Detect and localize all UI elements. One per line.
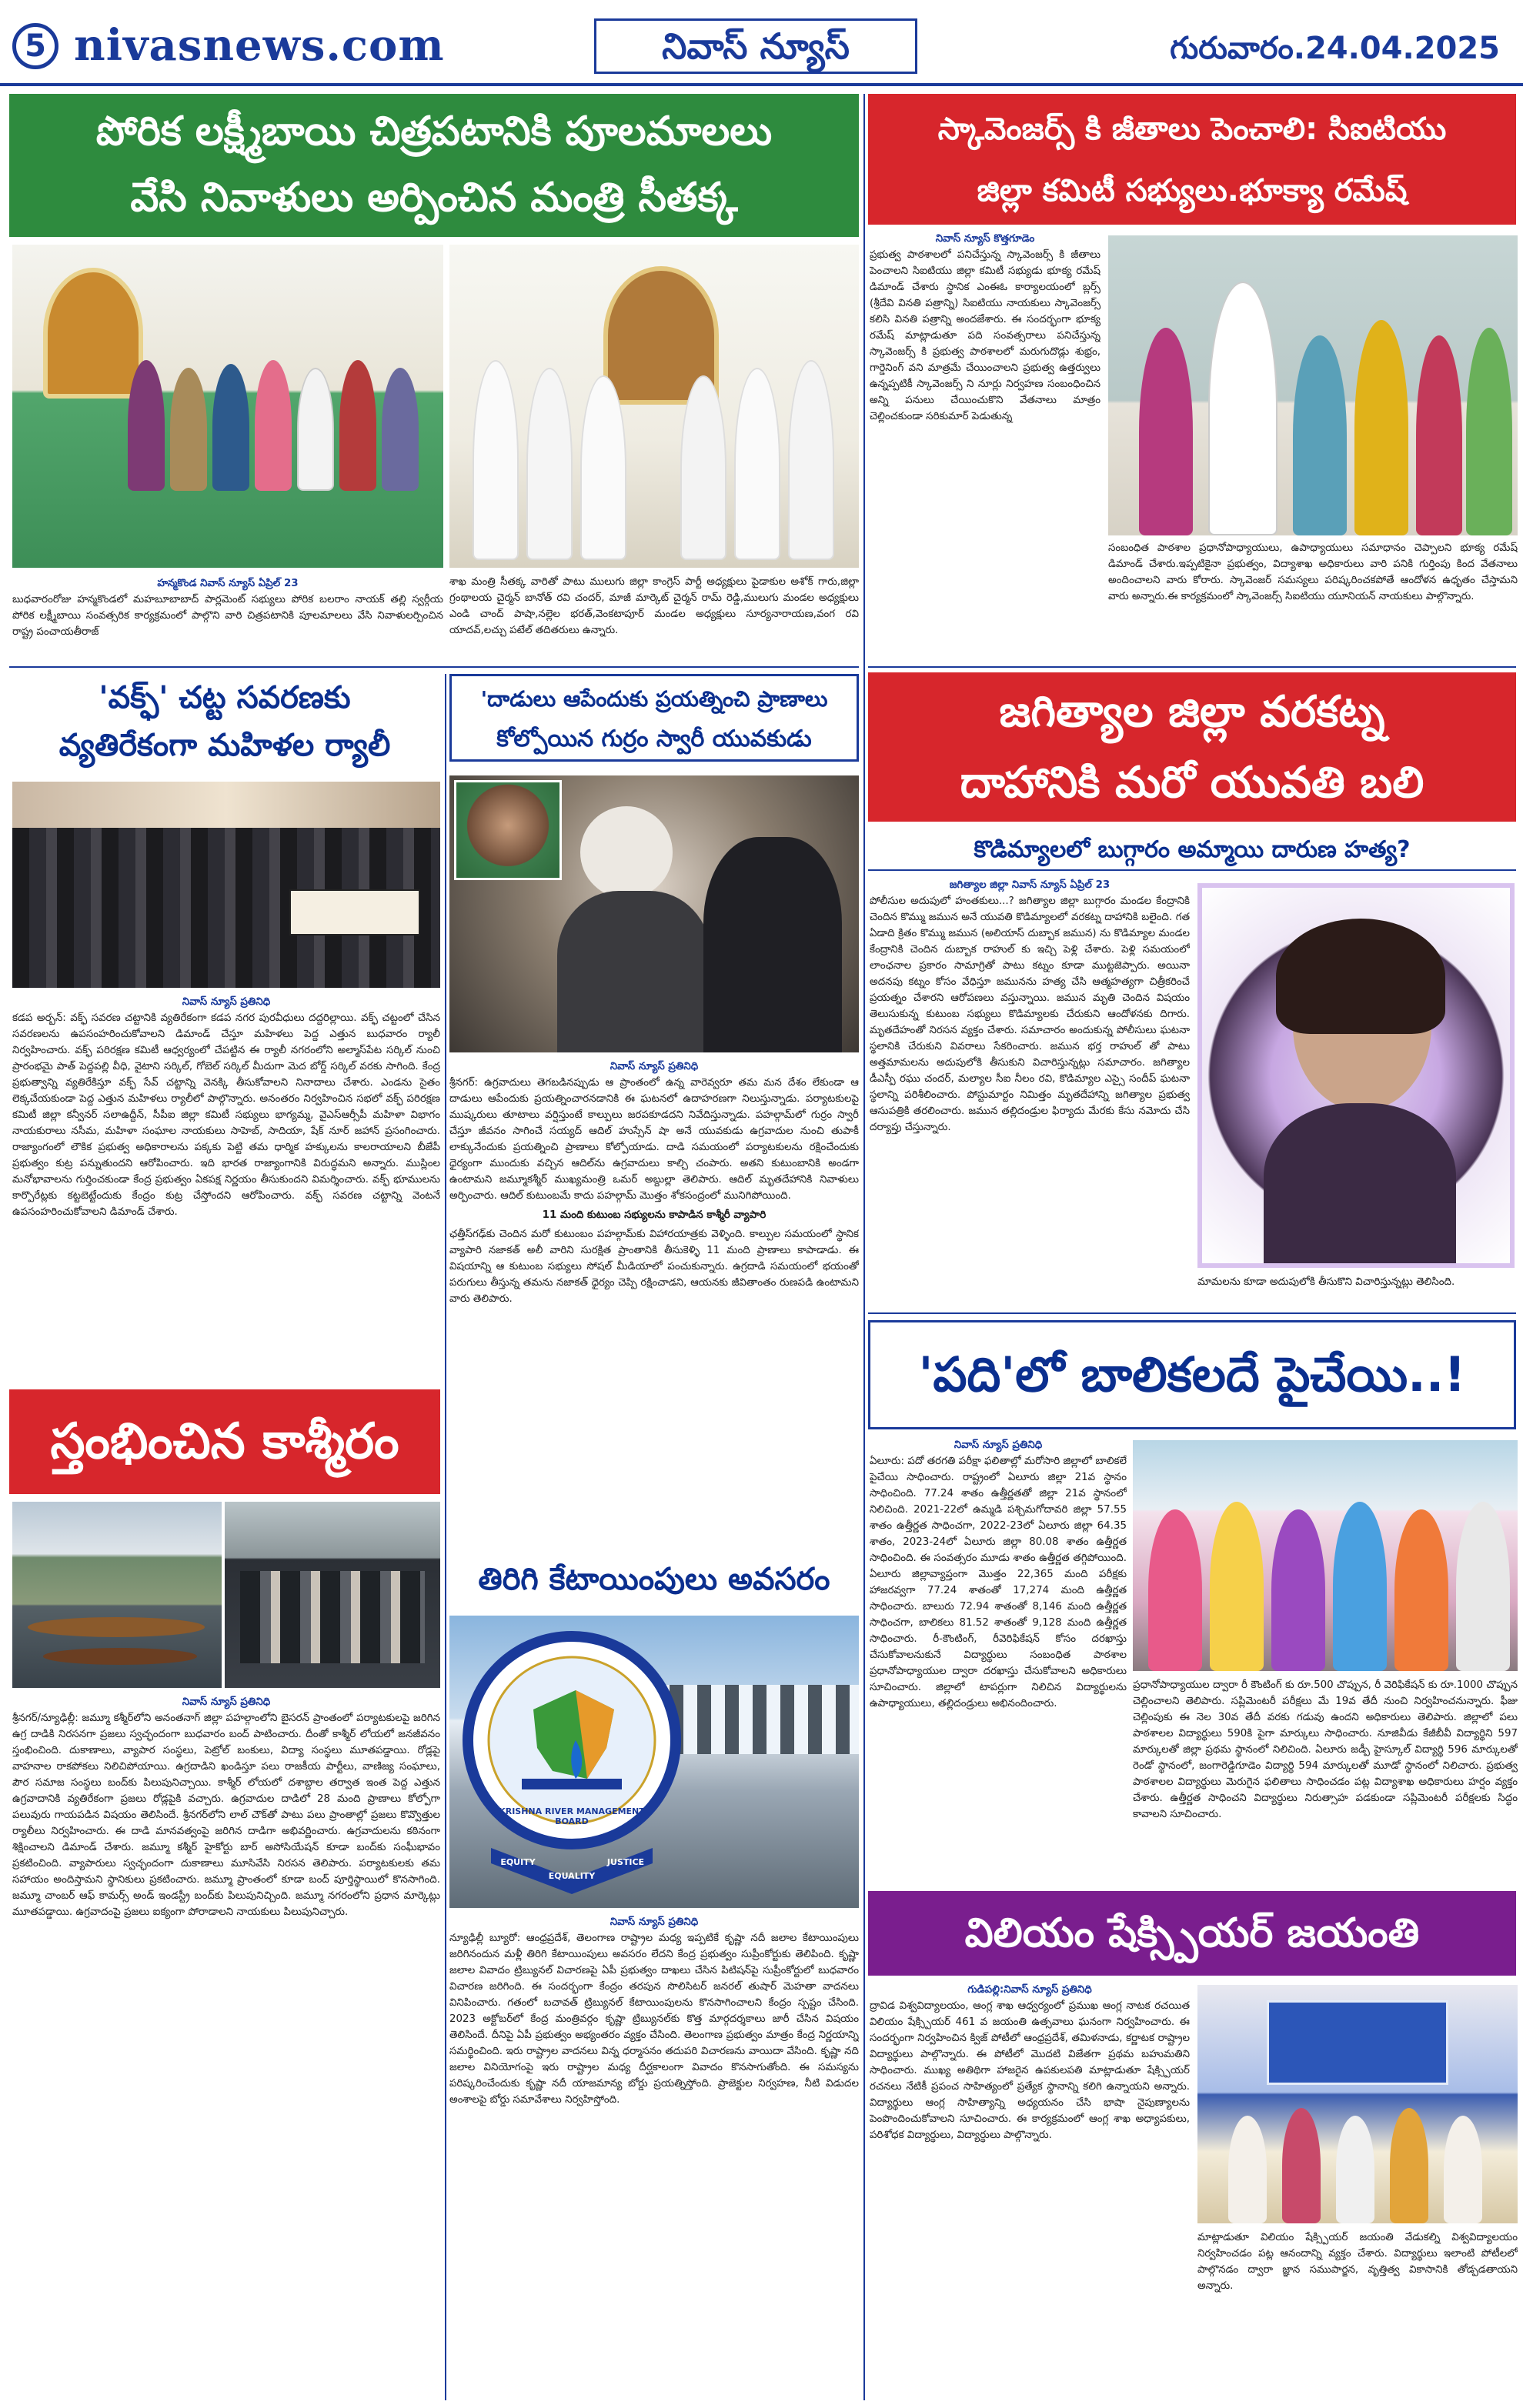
issue-date: గురువారం.24.04.2025	[1170, 31, 1500, 66]
pahalgam-headline-line1: 'దాడులు ఆపేందుకు ప్రయత్నించి ప్రాణాలు	[480, 686, 828, 712]
scavengers-body	[870, 231, 1101, 539]
site-name[interactable]: nivasnews.com	[74, 20, 445, 71]
tenth-byline: నివాస్ న్యూస్ ప్రతినిధి	[954, 1439, 1043, 1451]
section-divider-3	[9, 666, 859, 668]
kashmir-headline: స్తంభించిన కాశ్మీరం	[9, 1389, 440, 1494]
seethakka-body	[12, 575, 443, 660]
scavengers-headline-line2: జిల్లా కమిటీ సభ్యులు.భూక్యా రమేష్	[977, 173, 1408, 208]
pahalgam-headline-line2: కోల్పోయిన గుర్రం స్వారీ యువకుడు	[496, 725, 812, 752]
kashmir-byline: నివాస్ న్యూస్ ప్రతినిధి	[182, 1696, 271, 1708]
shakespeare-headline: విలియం షేక్స్పియర్ జయంతి	[868, 1891, 1516, 1976]
seethakka-headline-line1: పోరిక లక్ష్మీబాయి చిత్రపటానికి పూలమాలలు	[95, 108, 773, 155]
scavengers-photo	[1108, 235, 1518, 535]
jagtial-body	[870, 877, 1190, 1306]
pahalgam-text-2: ఛత్తీస్‌గఢ్‌కు చెందిన మరో కుటుంబం పహల్గామ్‌కు విహారయాత్రకు వెళ్ళింది. కాల్పుల సమయంలో స్థానిక వ్యాపారి నజాకత్ అలీ వారిని సురక్షిత ప్రాంతానికి తీసుకెళ్ళి 11 మంది ప్రాణాలు కాపాడాడు. ఈ విషయాన్ని ఆ కుటుంబ సభ్యులు సోషల్ మీడియాలో పంచుకున్నారు. ఉగ్రదాడి సమయంలో భయంతో పరుగులు తీస్తున్న తమను నజాకత్ ధైర్యం చెప్పి రక్షించాడని, ఆయనకు జీవితాంతం రుణపడి ఉంటామని వారు తెలిపారు.	[449, 1229, 859, 1305]
tenth-body-cont: ప్రధానోపాధ్యాయుల ద్వారా రీ కౌంటింగ్ కు రూ.500 చొప్పున, రీ వెరిఫికేషన్ కు రూ.1000 చొప్పున చెల్లించాలని తెలిపారు. సప్లిమెంటరీ పరీక్షలు మే 19వ తేదీ నుంచి నిర్వహించనున్నారు. ఫీజు చెల్లింపుకు ఈ నెల 30వ తేదీ వరకు గడువు ఉందని అధికారులు తెలిపారు. జిల్లాలో పలు పాఠశాలల విద్యార్థులు 590కి పైగా మార్కులు సాధించారు. నూజివీడు కేజీబీవీ విద్యార్థిని 597 మార్కులతో జిల్లా ప్రథమ స్థానంలో నిలిచింది. ఏలూరు జడ్పీ హైస్కూల్ విద్యార్థి 596 మార్కులతో రెండో స్థానంలో, జంగారెడ్డిగూడెం విద్యార్థి 594 మార్కులతో మూడో స్థానంలో నిలిచారు. ప్రభుత్వ పాఠశాలల విద్యార్థులు మెరుగైన ఫలితాలు సాధించడం పట్ల విద్యాశాఖ అధికారులు హర్షం వ్యక్తం చేశారు. ఉత్తీర్ణత సాధించని విద్యార్థులు నిరుత్సాహ పడకుండా సప్లిమెంటరీ పరీక్షలకు సిద్ధం కావాలని సూచించారు.	[1133, 1679, 1518, 1820]
jagtial-victim-photo	[1197, 883, 1515, 1268]
pahalgam-headline	[449, 674, 859, 762]
tenth-headline: 'పది'లో బాలికలదే పైచేయి..!	[868, 1320, 1516, 1429]
waqf-headline-line2: వ్యతిరేకంగా మహిళల ర్యాలీ	[58, 728, 391, 763]
page-number: 5	[12, 23, 58, 69]
jagtial-subhead: కొడిమ్యాలలో బుగ్గారం అమ్మాయి దారుణ హత్య?	[868, 829, 1516, 871]
jagtial-headline-line1: జగిత్యాల జిల్లా వరకట్న	[999, 687, 1385, 737]
kashmir-photo-1	[12, 1502, 222, 1688]
seethakka-headline	[9, 94, 859, 237]
newspaper-brand: నివాస్ న్యూస్	[594, 18, 917, 74]
kashmir-text: శ్రీనగర్/న్యూఢిల్లీ: జమ్మూ కశ్మీర్‌లోని అనంతనాగ్ జిల్లా పహల్గాంలోని బైసరన్ ప్రాంతంలో పర్యాటకులపై జరిగిన ఉగ్ర దాడికి నిరసనగా ప్రజలు స్వచ్ఛందంగా బుధవారం బంద్ పాటించారు. దీంతో కాశ్మీర్ లోయలో జనజీవనం స్తంభించింది. దుకాణాలు, వ్యాపార సంస్థలు, పెట్రోల్ బంకులు, విద్యా సంస్థలు మూతపడ్డాయి. రోడ్లపై వాహనాల రాకపోకలు నిలిచిపోయాయి. ఉగ్రదాడిని ఖండిస్తూ పలు రాజకీయ పార్టీలు, వాణిజ్య సంఘాలు, పౌర సమాజ సంస్థలు బంద్‌కు పిలుపునిచ్చాయి. కాశ్మీర్ లోయలో దశాబ్దాల తర్వాత ఇంత పెద్ద ఎత్తున ఉగ్రవాదానికి వ్యతిరేకంగా ప్రజలు రోడ్లపైకి వచ్చారు. ఉగ్రవాదుల దాడిలో 28 మంది ప్రాణాలు కోల్పోగా పలువురు గాయపడిన విషయం తెలిసిందే. శ్రీనగర్‌లోని లాల్ చౌక్‌తో పాటు పలు ప్రాంతాల్లో ప్రజలు కొవ్వొత్తుల ర్యాలీలు నిర్వహించారు. ఈ దాడి మానవత్వంపై జరిగిన దాడిగా అభివర్ణించారు. ఉగ్రవాదులను కఠినంగా శిక్షించాలని డిమాండ్ చేశారు. జమ్మూ కశ్మీర్ హైకోర్టు బార్ అసోసియేషన్ కూడా బంద్‌కు సంఘీభావం ప్రకటించింది. వ్యాపారులు స్వచ్ఛందంగా దుకాణాలు మూసివేసి నిరసన తెలిపారు. పర్యాటకులకు తమ సహాయం అందిస్తామని స్థానికులు ప్రకటించారు. జమ్మూ ప్రాంతంలో కూడా బంద్ పూర్తిస్థాయిలో కొనసాగింది. జమ్మూ చాంబర్ ఆఫ్ కామర్స్ అండ్ ఇండస్ట్రీ బంద్‌కు పిలుపునిచ్చింది. జమ్మూ నగరంలోని ప్రధాన మార్కెట్లు మూతపడ్డాయి. ఉగ్రవాదంపై ప్రజలు ఐక్యంగా పోరాడాలని నాయకులు పిలుపునిచ్చారు.	[12, 1713, 440, 1918]
shakespeare-body-cont: మాట్లాడుతూ విలియం షేక్స్పియర్ జయంతి వేడుకల్ని విశ్వవిద్యాలయం నిర్వహించడం పట్ల ఆనందాన్ని వ్యక్తం చేశారు. విద్యార్థులు ఇలాంటి పోటీలలో పాల్గొనడం ద్వారా జ్ఞాన సముపార్జన, వృత్తిత్వ వికాసానికి తోడ్పడతాయని అన్నారు.	[1197, 2232, 1518, 2292]
pahalgam-photo	[449, 775, 859, 1052]
scavengers-body-cont: సంబంధిత పాఠశాల ప్రధానోపాధ్యాయులు, ఉపాధ్యాయులు సమాధానం చెప్పాలని భూక్య రమేష్ డిమాండ్ చేశారు.ఇప్పటికైనా ప్రభుత్వం, విద్యాశాఖ అధికారులు వారి పనికి గుర్తింపు కింద వేతనాలు అందించాలని వారు కోరారు. స్కావెంజర్ సమస్యలు పరిష్కరించకపోతే ఆందోళన ఉధృతం చేస్తామని వారు అన్నారు.ఈ కార్యక్రమంలో స్కావెంజర్స్ సిఐటియు యూనియన్ నాయకులు పాల్గొన్నారు.	[1108, 542, 1518, 602]
krishna-text: న్యూఢిల్లీ బ్యూరో: ఆంధ్రప్రదేశ్, తెలంగాణ రాష్ట్రాల మధ్య ఇప్పటికే కృష్ణా నదీ జలాల కేటాయింపులు జరిగినందున మళ్లీ తిరిగి కేటాయింపులు అవసరం లేదని కేంద్ర ప్రభుత్వం సుప్రీంకోర్టుకు తెలిపింది. కృష్ణా జలాల వివాదం ట్రిబ్యునల్ విచారణపై ఏపీ ప్రభుత్వం దాఖలు చేసిన పిటిషన్‌పై సుప్రీంకోర్టులో బుధవారం విచారణ జరిగింది. ఈ సందర్భంగా కేంద్రం తరపున సొలిసిటర్ జనరల్ తుషార్ మెహతా వాదనలు వినిపించారు. గతంలో బచావత్ ట్రిబ్యునల్ కేటాయింపులను కొనసాగించాలని కేంద్రం స్పష్టం చేసింది. 2023 అక్టోబర్‌లో కేంద్ర మంత్రివర్గం కృష్ణా ట్రిబ్యునల్‌కు కొత్త మార్గదర్శకాలు జారీ చేసిన విషయం తెలిసిందే. దీనిపై ఏపీ ప్రభుత్వం అభ్యంతరం వ్యక్తం చేసింది. తెలంగాణ ప్రభుత్వం మాత్రం కేంద్ర నిర్ణయాన్ని సమర్థించింది. ఇరు రాష్ట్రాల వాదనలు విన్న ధర్మాసనం తదుపరి విచారణను వాయిదా వేసింది. కృష్ణా నది జలాల వినియోగంపై ఇరు రాష్ట్రాల మధ్య దీర్ఘకాలంగా వివాదం కొనసాగుతోంది. ఈ సమస్యను పరిష్కరించేందుకు కృష్ణా నదీ యాజమాన్య బోర్డు ప్రయత్నిస్తోంది. ప్రాజెక్టుల నిర్వహణ, నీటి విడుదల అంశాలపై బోర్డు సమావేశాలు నిర్వహిస్తోంది.	[449, 1933, 859, 2106]
krishna-body	[449, 1914, 859, 2400]
tenth-photo	[1133, 1440, 1518, 1671]
shakespeare-body	[870, 1982, 1190, 2400]
pahalgam-subhead: 11 మంది కుటుంబ సభ్యులను కాపాడిన కాశ్మీరీ వ్యాపారి	[542, 1209, 767, 1221]
section-divider-1	[868, 666, 1516, 668]
column-divider-1	[445, 674, 446, 2400]
waqf-body	[12, 994, 440, 1379]
krishna-emblem	[460, 1625, 683, 1899]
pahalgam-byline: నివాస్ న్యూస్ ప్రతినిధి	[610, 1061, 699, 1072]
waqf-rally-photo	[12, 782, 440, 988]
krishna-byline: నివాస్ న్యూస్ ప్రతినిధి	[610, 1916, 699, 1928]
krishna-motto-equality: EQUALITY	[548, 1871, 596, 1881]
column-divider-2	[863, 94, 865, 2400]
krishna-headline: తిరిగి కేటాయింపులు అవసరం	[449, 1553, 859, 1606]
scavengers-text: ప్రభుత్వ పాఠశాలలో పనిచేస్తున్న స్కావెంజర్స్ కి జీతాలు పెంచాలని సిఐటియు జిల్లా కమిటీ సభ్యుడు భూక్య రమేష్ డిమాండ్ చేశారు స్థానిక ఎంఈఓ కార్యాలయంలో బ్లర్స్ (శ్రీదేవి వినతి పత్రాన్ని) సిఐటియు నాయకులు స్కావెంజర్స్ కలిసి వినతి పత్రాన్ని అందజేశారు. ఈ సందర్భంగా భూక్య రమేష్ మాట్లాడుతూ పది సంవత్సరాలు పనిచేస్తున్న స్కావెంజర్స్ కి ప్రభుత్వ పాఠశాలలో మరుగుదొడ్లు శుభ్రం, గార్డెనింగ్ వని మాత్రమే చేయించాలని ప్రభుత్వ ఉత్తర్వులు ఉన్నప్పటికీ స్కావెంజర్స్ ని నూర్లు నిర్వహణ సంబంధించిన అన్ని పనులు చేయించుకొని వేతనాలు మాత్రం చెల్లించకుండా సరికుమార్ పెడుతున్న	[870, 249, 1101, 422]
jagtial-body-cont: మామలను కూడా అదుపులోకి తీసుకొని విచారిస్తున్నట్లు తెలిసింది.	[1197, 1276, 1455, 1288]
seethakka-headline-line2: వేసి నివాళులు అర్పించిన మంత్రి సీతక్క	[130, 175, 738, 221]
jagtial-text: పోలీసుల అదుపులో హంతకులు...? జగిత్యాల జిల్లా బుగ్గారం మండల కేంద్రానికి చెందిన కొమ్ము జమున అనే యువతి కొడిమ్యాలలో వరకట్న దాహానికి బలైంది. గత ఏడాది క్రితం కొమ్ము జమున (అలియాస్ దుబ్బాక జమున) ను కొడిమ్యాల మండల కేంద్రానికి చెందిన దుబ్బాక రాహుల్ కు ఇచ్చి పెళ్లి చేశారు. పెళ్లి సమయంలో లాంఛనాల ప్రకారం సామాగ్రితో పాటు కట్నం కూడా ముట్టజెప్పారు. అయినా అదనపు కట్నం కోసం వేధిస్తూ జమునను హత్య చేసి ఆత్మహత్యగా చిత్రీకరించే ప్రయత్నం చేశారని ఆరోపణలు వస్తున్నాయి. జమున మృతి చెందిన విషయం తెలుసుకున్న కుటుంబ సభ్యులు కొడిమ్యాలకు చేరుకుని ఆందోళనకు దిగారు. మృతదేహంతో నిరసన వ్యక్తం చేశారు. సమాచారం అందుకున్న పోలీసులు ఘటనా స్థలానికి చేరుకుని వివరాలు సేకరించారు. జమున భర్త రాహుల్ తో పాటు అత్తమామలను అదుపులోకి తీసుకుని విచారిస్తున్నట్లు సమాచారం. జగిత్యాల డీఎస్పీ రఘు చందర్, మల్యాల సీఐ నీలం రవి, కొడిమ్యాల ఎస్సై సందీప్ ఘటనా స్థలాన్ని పరిశీలించారు. పోస్టుమార్టం నిమిత్తం మృతదేహాన్ని జగిత్యాల ప్రభుత్వ ఆసుపత్రికి తరలించారు. జమున తల్లిదండ్రుల ఫిర్యాదు మేరకు కేసు నమోదు చేసి దర్యాప్తు చేస్తున్నారు.	[870, 895, 1190, 1133]
jagtial-headline	[868, 672, 1516, 822]
scavengers-byline: నివాస్ న్యూస్ కొత్తగూడెం	[935, 233, 1035, 245]
shakespeare-byline: గుడిపల్లి:నివాస్ న్యూస్ ప్రతినిధి	[967, 1984, 1092, 1996]
waqf-text: కడప అర్బన్: వక్ఫ్ సవరణ చట్టానికి వ్యతిరేకంగా కడప నగర పురవీధులు దద్దరిల్లాయి. వక్ఫ్ చట్టంలో చేసిన సవరణలను ఉపసంహరించుకోవాలని డిమాండ్ చేస్తూ మహిళలు పెద్ద ఎత్తున బుధవారం ర్యాలీ నిర్వహించారు. వక్ఫ్ పరిరక్షణ కమిటీ ఆధ్వర్యంలో చేపట్టిన ఈ ర్యాలీ నగరంలోని అల్మాస్‌పేట సర్కిల్ నుంచి ప్రారంభమై పాత్ పెద్దపల్లి వీధి, వైటాని సర్కిల్, గోబెల్ సర్కిల్ మీదుగా మెద బోర్డ్ సర్కిల్ వరకు సాగింది. కేంద్ర ప్రభుత్వాన్ని వ్యతిరేకిస్తూ వక్ఫ్ సేవ్ చట్టాన్ని వెనక్కి తీసుకోవాలని నినాదాలు చేశారు. ఎండను సైతం లెక్కచేయకుండా పెద్ద ఎత్తున మహిళలు ర్యాలీలో పాల్గొన్నారు. అనంతరం నిర్వహించిన సభలో వక్ఫ్ పరిరక్షణ కమిటీ జిల్లా కన్వీనర్ సలాఉద్దీన్, సీపీఐ జిల్లా కమిటీ సభ్యులు భాగ్యమ్మ, వైఎస్ఆర్సీపీ మహిళా విభాగం నాయకురాలు నసీమ, మహిళా సంఘాల నాయకులు సాహెబ్, సాదియా, షేక్ నూర్ జహాన్ ప్రసంగించారు. రాజ్యాంగంలో లౌకిక ప్రభుత్వ అధికారాలను పక్కకు పెట్టి తమ ధార్మిక హక్కులను కాలరాయాలని బీజేపీ ప్రభుత్వం కుట్ర పన్నుతుందని ఆరోపించారు. ఇది భారత రాజ్యాంగానికి విరుద్ధమని అన్నారు. ముస్లింల మనోభావాలను గుర్తించకుండా కేంద్ర ప్రభుత్వం ఏకపక్ష నిర్ణయం తీసుకుందని విమర్శించారు. వక్ఫ్ భూములను కార్పొరేట్లకు కట్టబెట్టేందుకు కేంద్రం కుట్ర చేస్తోందని ఆరోపించారు. వక్ఫ్ సవరణ చట్టాన్ని వెంటనే ఉపసంహరించుకోవాలని డిమాండ్ చేశారు.	[12, 1012, 440, 1218]
scavengers-headline-line1: స్కావెంజర్స్ కి జీతాలు పెంచాలి: సిఐటియు	[937, 112, 1447, 147]
jagtial-headline-line2: దాహానికి మరో యువతి బలి	[960, 758, 1424, 808]
waqf-headline-line1: 'వక్ఫ్' చట్ట సవరణకు	[99, 680, 351, 715]
tenth-text: ఏలూరు: పదో తరగతి పరీక్షా ఫలితాల్లో మరోసారి జిల్లాలో బాలికలే పైచేయి సాధించారు. రాష్ట్రంలో ఏలూరు జిల్లా 21వ స్థానం సాధించింది. 77.24 శాతం ఉత్తీర్ణతతో జిల్లా 21వ స్థానంలో నిలిచింది. 2021-22లో ఉమ్మడి పశ్చిమగోదావరి జిల్లా 57.55 శాతం ఉత్తీర్ణత సాధించగా, 2022-23లో ఏలూరు జిల్లా 64.35 శాతం, 2023-24లో ఏలూరు జిల్లా 80.08 శాతం ఉత్తీర్ణత సాధించింది. ఈ సంవత్సరం మూడు శాతం ఉత్తీర్ణత తగ్గిపోయింది. ఏలూరు జిల్లావ్యాప్తంగా మొత్తం 22,365 మంది పరీక్షకు హాజరవ్వగా 77.24 శాతంతో 17,274 మంది ఉత్తీర్ణత సాధించారు. బాలురు 72.94 శాతంతో 8,146 మంది ఉత్తీర్ణత సాధించగా, బాలికలు 81.52 శాతంతో 9,128 మంది ఉత్తీర్ణత సాధించారు. రీ-కౌంటింగ్, రీవెరిఫికేషన్ కోసం దరఖాస్తు చేసుకోవాలనుకునే విద్యార్థులు సంబంధిత పాఠశాల ప్రధానోపాధ్యాయుల ద్వారా దరఖాస్తు చేసుకోవాలని అధికారులు సూచించారు. జిల్లాలో టాపర్లుగా నిలిచిన విద్యార్థులను ఉపాధ్యాయులు, తల్లిదండ్రులు అభినందించారు.	[870, 1456, 1127, 1709]
seethakka-photo-1	[12, 245, 443, 568]
jagtial-byline: జగిత్యాల జిల్లా నివాస్ న్యూస్ ఏప్రిల్ 23	[949, 879, 1111, 891]
shakespeare-text: ద్రావిడ విశ్వవిద్యాలయం, ఆంగ్ల శాఖ ఆధ్వర్యంలో ప్రముఖ ఆంగ్ల నాటక రచయిత విలియం షేక్స్పియర్ 461 వ జయంతి ఉత్సవాలు ఘనంగా నిర్వహించారు. ఈ సందర్భంగా నిర్వహించిన క్విజ్ పోటీలో ఆంధ్రప్రదేశ్, తమిళనాడు, కర్ణాటక రాష్ట్రాల విద్యార్థులు పాల్గొన్నారు. ఈ పోటీలో మొదటి విజేతగా ప్రథమ బహుమతిని సాధించారు. ముఖ్య అతిథిగా హాజరైన ఉపకులపతి మాట్లాడుతూ షేక్స్పియర్ రచనలు నేటికీ ప్రపంచ సాహిత్యంలో ప్రత్యేక స్థానాన్ని కలిగి ఉన్నాయని అన్నారు. విద్యార్థులు ఆంగ్ల సాహిత్యాన్ని అధ్యయనం చేసి భాషా నైపుణ్యాలను పెంపొందించుకోవాలని సూచించారు. ఈ కార్యక్రమంలో ఆంగ్ల శాఖ అధ్యాపకులు, పరిశోధక విద్యార్థులు, విద్యార్థులు పాల్గొన్నారు.	[870, 2000, 1190, 2141]
waqf-headline	[9, 674, 440, 775]
seethakka-text: బుధవారంరోజు హన్మకొండలో మహబూబాబాద్ పార్లమెంట్ సభ్యులు పోరిక బలరాం నాయక్ తల్లి స్వర్గీయ పోరిక లక్ష్మీబాయి సంవత్సరిక కార్యక్రమంలో పాల్గొని వారి చిత్రపటానికి పూలమాలలు వేసి నివాళులర్పించిన రాష్ట్ర పంచాయతీరాజ్	[12, 594, 443, 638]
seethakka-byline: హన్మకొండ నివాస్ న్యూస్ ఏప్రిల్ 23	[157, 578, 299, 589]
masthead	[0, 0, 1523, 86]
scavengers-headline	[868, 94, 1516, 225]
kashmir-photo-2	[225, 1502, 440, 1688]
krishna-motto-justice: JUSTICE	[606, 1857, 645, 1867]
seethakka-caption: శాఖ మంత్రి సీతక్క వారితో పాటు ములుగు జిల్లా కాంగ్రెస్ పార్టీ అధ్యక్షులు పైడాకుల అశోక్ గారు,జిల్లా గ్రంథాలయ చైర్మన్ బానోత్ రవి చందర్, మాజీ మార్కెట్ చైర్మన్ రామ్ రెడ్డి,ములుగు మండల అధ్యక్షులు ఎండి చాంద్ పాషా,నల్లెల భరత్,వెంకటాపూర్ మండల అధ్యక్షులు సూర్యనారాయణ,వంగ రవి యాదవ్,లచ్చు పటేల్ తదితరులు ఉన్నారు.	[449, 576, 859, 636]
krishna-motto-equity: EQUITY	[500, 1857, 536, 1867]
seethakka-photo-2	[449, 245, 859, 568]
section-divider-2	[868, 1312, 1516, 1314]
kashmir-body	[12, 1694, 440, 2400]
pahalgam-text: శ్రీనగర్: ఉగ్రవాదులు తెగబడినప్పుడు ఆ ప్రాంతంలో ఉన్న వారెవ్వరూ తమ మన దేశం లేకుండా ఆ దాడులు ఆపేందుకు ప్రయత్నించారనడానికి ఈ ఘటనలో ఉదాహరణగా నిలుస్తున్నాడు. పర్యాటకులపై ముష్కరులు తూటాలు వర్షిస్తుంటే కాల్పులు జరపకూడదని నివేదిస్తున్నాడు. పహల్గామ్‌లో గుర్రం స్వారీ చేస్తూ జీవనం సాగించే సయ్యద్ ఆదిల్ హుస్సేన్ షా అనే యువకుడు ఉగ్రవాదుల నుంచి తుపాకీ లాక్కునేందుకు ప్రయత్నించి ప్రాణాలు కోల్పోయాడు. దాడి సమయంలో పర్యాటకులను రక్షించేందుకు ధైర్యంగా ముందుకు వచ్చిన ఆదిల్‌ను ఉగ్రవాదులు కాల్చి చంపారు. అతని కుటుంబానికి అండగా ఉంటామని జమ్మూకశ్మీర్ ముఖ్యమంత్రి ఒమర్ అబ్దుల్లా తెలిపారు. ఆదిల్ మృతదేహానికి నివాళులు అర్పించారు. ఆదిల్ కుటుంబమే కాదు పహల్గామ్ మొత్తం శోకసంద్రంలో మునిగిపోయింది.	[449, 1077, 859, 1202]
tenth-body	[870, 1437, 1127, 1883]
waqf-byline: నివాస్ న్యూస్ ప్రతినిధి	[182, 996, 271, 1008]
pahalgam-body	[449, 1059, 859, 1548]
shakespeare-photo	[1197, 1985, 1518, 2223]
krishna-emblem-text: KRISHNA RIVER MANAGEMENT BOARD	[499, 1806, 645, 1826]
